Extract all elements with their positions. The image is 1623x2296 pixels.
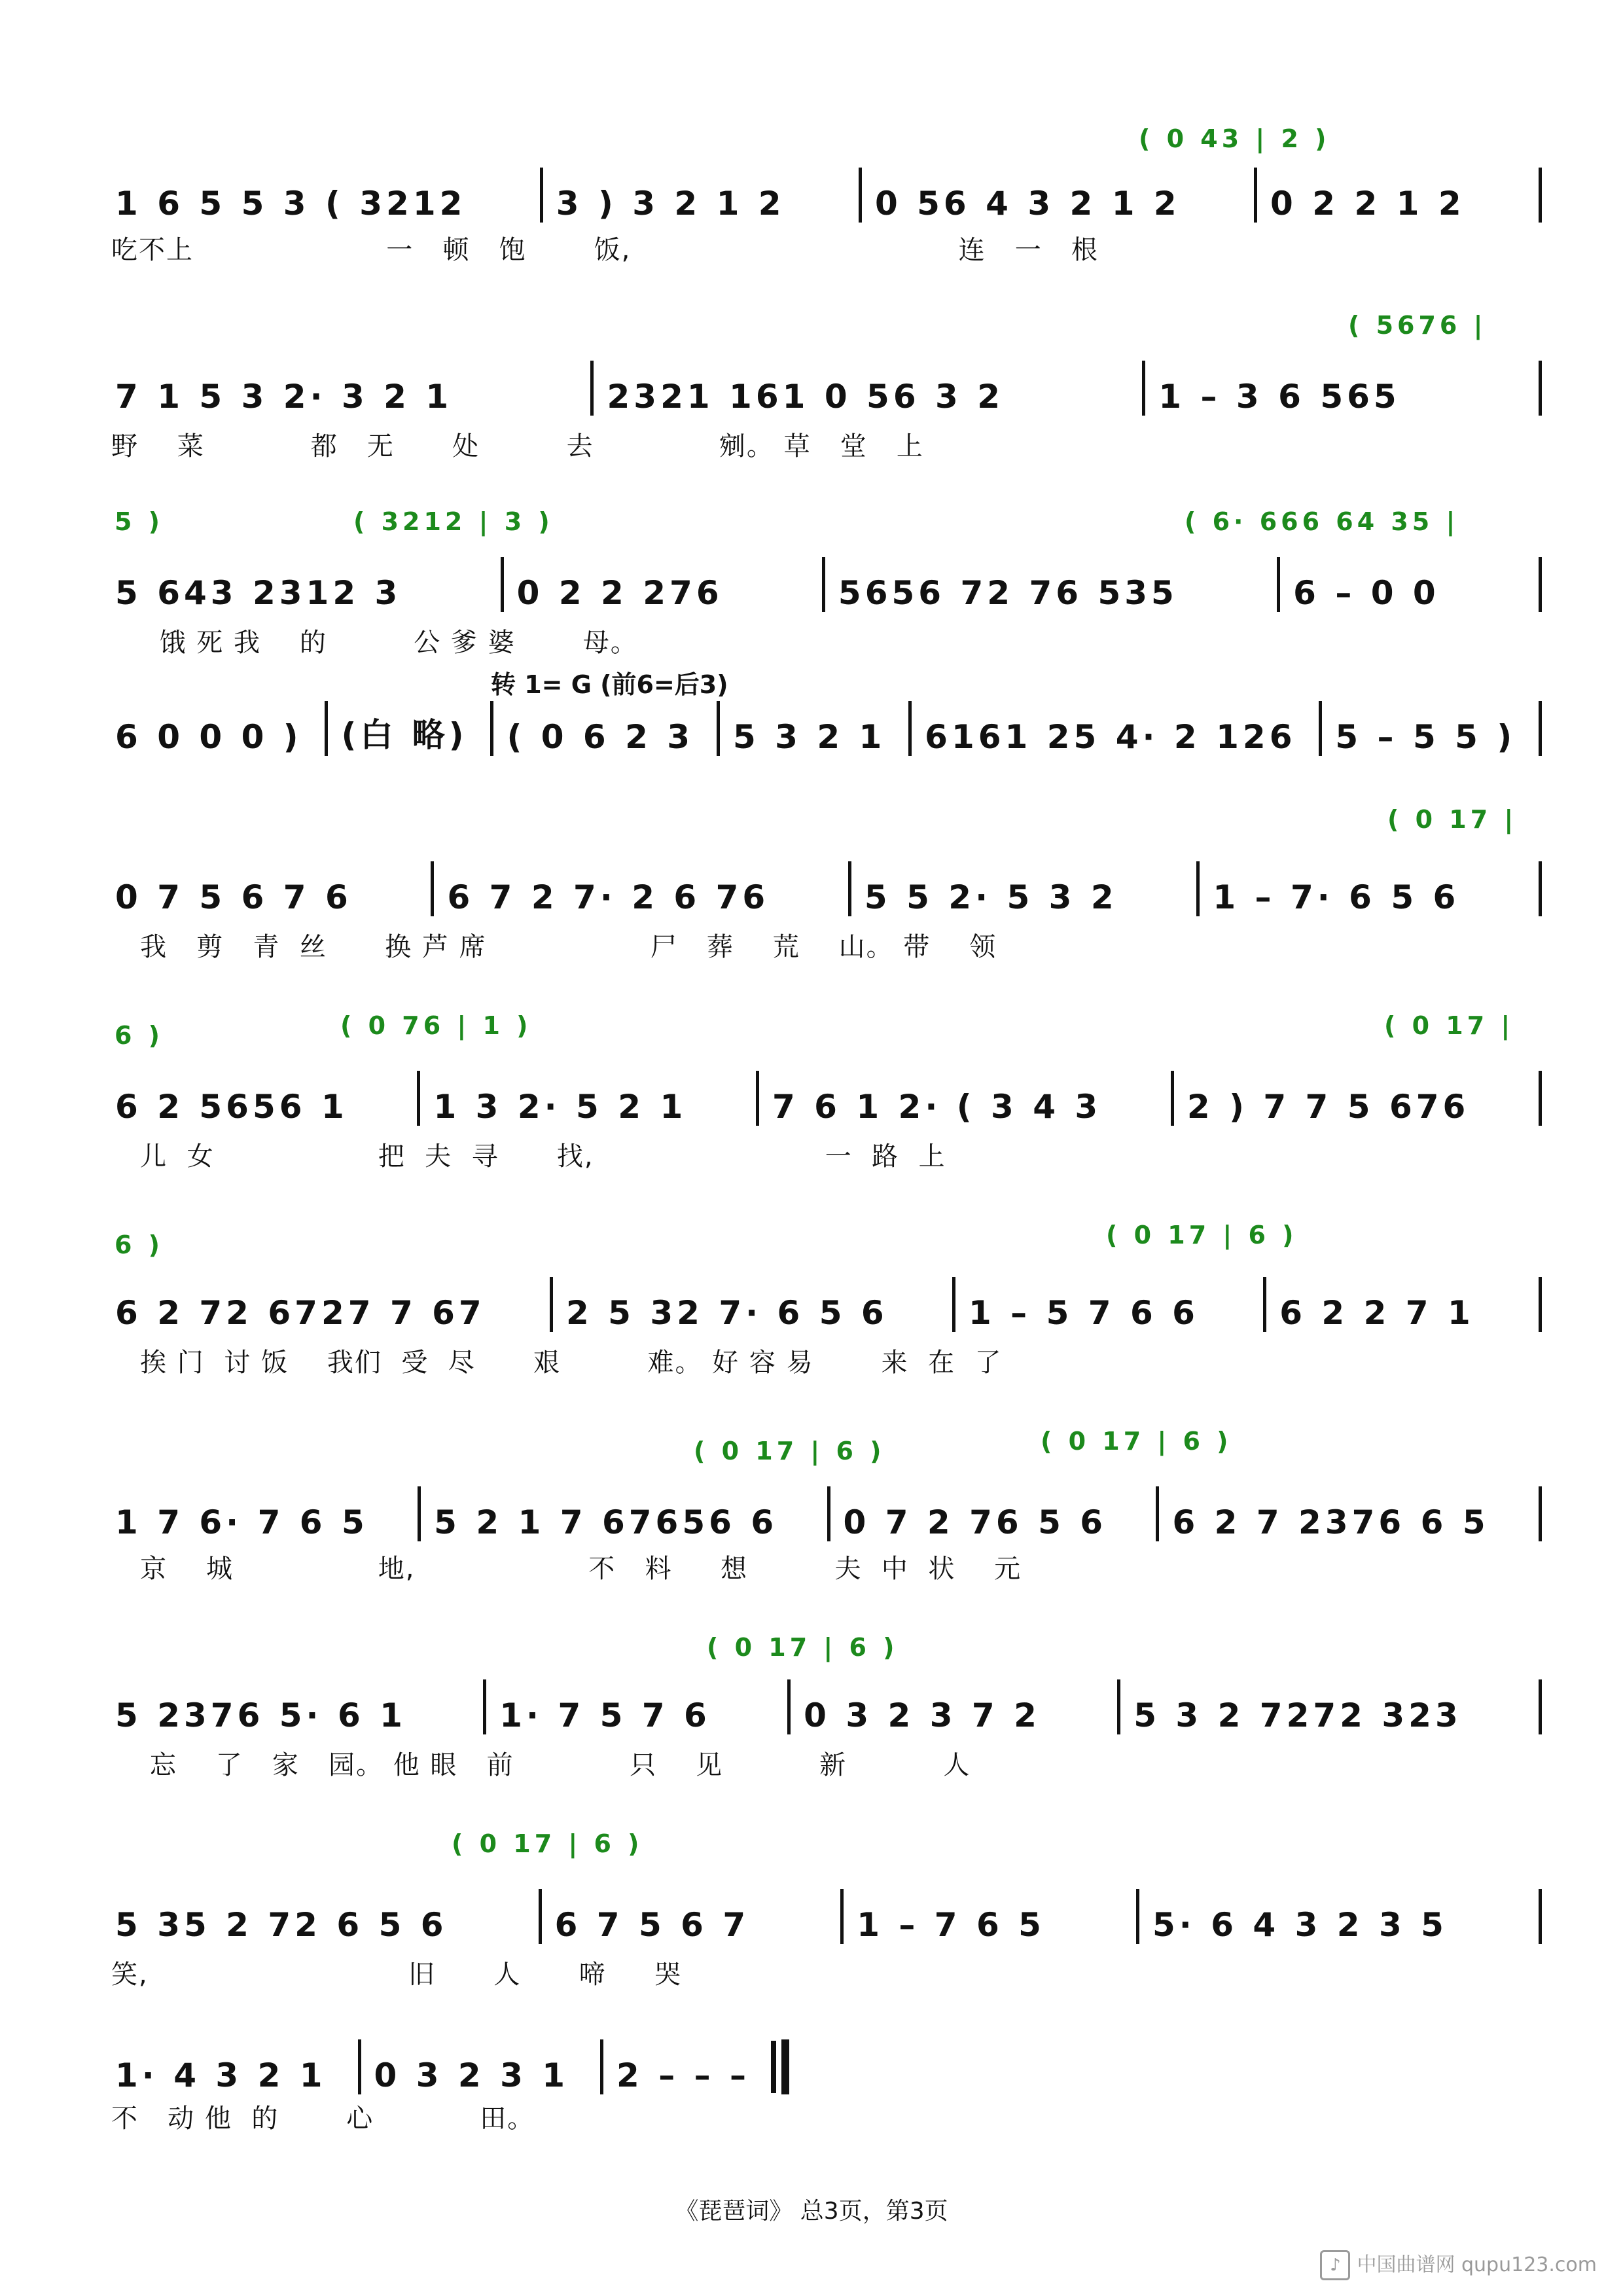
measure: 7 1 5 3 2· 3 2 1	[115, 378, 453, 416]
accompaniment-line-3: ( 3212 | 3 )	[353, 507, 554, 536]
accompaniment-right-3: ( 6· 666 64 35 |	[1185, 507, 1459, 536]
accompaniment-line-2: ( 5676 |	[1348, 311, 1487, 340]
barline	[827, 1486, 830, 1541]
lyrics-line-3: 饿 死 我 的 公 爹 婆 母。	[111, 628, 638, 658]
barline	[848, 861, 851, 916]
measure: 1· 4 3 2 1	[115, 2056, 327, 2094]
lyrics-line-8: 京 城 地, 不 料 想 夫 中 状 元	[111, 1554, 1022, 1584]
measure: (白 略)	[341, 716, 468, 754]
accompaniment-right-8: ( 0 17 | 6 )	[1041, 1427, 1232, 1456]
accompaniment-line-10: ( 0 17 | 6 )	[452, 1829, 643, 1858]
barline	[1156, 1486, 1159, 1541]
accompaniment-left-6: 6 )	[115, 1021, 164, 1050]
accompaniment-line-8: ( 0 17 | 6 )	[694, 1437, 885, 1465]
watermark	[1320, 2248, 1597, 2281]
measure: 1 – 5 7 6 6	[968, 1294, 1199, 1332]
barline	[590, 361, 594, 416]
measure: 3 ) 3 2 1 2	[556, 185, 785, 223]
barline	[1539, 1486, 1542, 1541]
barline	[417, 1071, 420, 1126]
measure: 1 3 2· 5 2 1	[433, 1088, 687, 1126]
barline	[859, 168, 862, 223]
barline	[908, 701, 912, 756]
measure: 1· 7 5 7 6	[499, 1696, 711, 1734]
barline	[822, 557, 825, 612]
notes-line-4	[111, 697, 1551, 756]
lyrics-line-9: 忘 了 家 园。 他 眼 前 只 见 新 人	[111, 1750, 971, 1780]
measure: 6 7 2 7· 2 6 76	[447, 878, 770, 916]
notes-line-9	[111, 1676, 1551, 1734]
notes-line-8	[111, 1482, 1551, 1541]
measure: 1 – 3 6 565	[1158, 378, 1400, 416]
measure: 5 2 1 7 67656 6	[434, 1503, 778, 1541]
notes-line-11	[111, 2036, 798, 2094]
notes-line-10	[111, 1885, 1551, 1944]
barline	[787, 1679, 791, 1734]
barline	[550, 1277, 553, 1332]
modulation-mark: 转 1= G (前6=后3)	[491, 670, 728, 699]
barline	[1539, 701, 1542, 756]
barline	[1142, 361, 1145, 416]
measure: 5 35 2 72 6 5 6	[115, 1906, 448, 1944]
watermark-text: 中国曲谱网 qupu123.com	[1357, 2253, 1597, 2276]
measure: 2 – – –	[616, 2056, 751, 2094]
notes-line-2	[111, 357, 1551, 416]
notes-line-5	[111, 857, 1551, 916]
barline	[840, 1889, 844, 1944]
measure: 0 3 2 3 1	[374, 2056, 569, 2094]
measure: 1 7 6· 7 6 5	[115, 1503, 368, 1541]
measure: 5 – 5 5 )	[1335, 718, 1516, 756]
measure: 6 2 72 6727 7 67	[115, 1294, 486, 1332]
measure: 5 643 2312 3	[115, 574, 402, 612]
barline	[600, 2039, 603, 2094]
measure: 0 7 5 6 7 6	[115, 878, 352, 916]
lyrics-line-10: 笑, 旧 人 啼 哭	[111, 1960, 683, 1990]
barline	[325, 701, 328, 756]
measure: 5 3 2 1	[732, 718, 886, 756]
lyrics-line-6: 儿 女 把 夫 寻 找, 一 路 上	[111, 1141, 946, 1172]
measure: 6 7 5 6 7	[554, 1906, 750, 1944]
notes-line-7	[111, 1273, 1551, 1332]
lyrics-line-1: 吃不上 一 顿 饱 饭, 连 一 根	[111, 235, 1099, 265]
accompaniment-line-5: ( 0 17 |	[1387, 805, 1518, 834]
measure: 6 2 7 2376 6 5	[1172, 1503, 1489, 1541]
barline	[1539, 861, 1542, 916]
music-note-icon: ♪	[1320, 2250, 1350, 2280]
accompaniment-line-6: ( 0 76 | 1 )	[340, 1011, 532, 1040]
measure: 1 – 7 6 5	[857, 1906, 1045, 1944]
lyrics-line-7: 挨 门 讨 饭 我们 受 尽 艰 难。 好 容 易 来 在 了	[111, 1348, 1003, 1378]
barline	[1136, 1889, 1139, 1944]
measure: 6 0 0 0 )	[115, 718, 302, 756]
barline	[540, 168, 543, 223]
measure: 2 5 32 7· 6 5 6	[565, 1294, 888, 1332]
measure: 2321 161 0 56 3 2	[607, 378, 1005, 416]
page-footer: 《琵琶词》 总3页，第3页	[675, 2198, 948, 2225]
accompaniment-line-7: ( 0 17 | 6 )	[1106, 1221, 1298, 1249]
measure: 0 7 2 76 5 6	[843, 1503, 1107, 1541]
final-barline	[781, 2039, 789, 2094]
measure: 5 3 2 7272 323	[1133, 1696, 1462, 1734]
barline	[1171, 1071, 1174, 1126]
measure: 0 56 4 3 2 1 2	[874, 185, 1181, 223]
barline	[1319, 701, 1322, 756]
notes-line-1	[111, 164, 1551, 223]
lyrics-line-11: 不 动 他 的 心 田。	[111, 2104, 535, 2134]
barline	[1539, 1679, 1542, 1734]
lyrics-line-5: 我 剪 青 丝 换 芦 席 尸 葬 荒 山。 带 领	[111, 932, 997, 962]
accompaniment-left-7: 6 )	[115, 1230, 164, 1259]
barline	[358, 2039, 361, 2094]
barline	[1539, 1071, 1542, 1126]
measure: 5 5 2· 5 3 2	[864, 878, 1118, 916]
measure: 1 – 7· 6 5 6	[1213, 878, 1460, 916]
notes-line-6	[111, 1067, 1551, 1126]
accompaniment-left-3: 5 )	[115, 507, 164, 536]
accompaniment-line-9: ( 0 17 | 6 )	[707, 1633, 899, 1662]
notes-line-3	[111, 553, 1551, 612]
measure: 6 2 5656 1	[115, 1088, 348, 1126]
barline	[1117, 1679, 1120, 1734]
barline	[539, 1889, 542, 1944]
barline	[1539, 168, 1542, 223]
barline	[501, 557, 504, 612]
measure: 5· 6 4 3 2 3 5	[1152, 1906, 1448, 1944]
measure: 0 3 2 3 7 2	[804, 1696, 1041, 1734]
barline	[1263, 1277, 1266, 1332]
barline	[1539, 1277, 1542, 1332]
measure: 6 – 0 0	[1293, 574, 1440, 612]
measure: 6161 25 4· 2 126	[925, 718, 1296, 756]
barline	[717, 701, 720, 756]
measure: 0 2 2 276	[516, 574, 723, 612]
accompaniment-right-6: ( 0 17 |	[1384, 1011, 1514, 1040]
barline	[756, 1071, 759, 1126]
barline	[1539, 1889, 1542, 1944]
accompaniment-line-1: ( 0 43 | 2 )	[1139, 124, 1330, 153]
barline	[490, 701, 493, 756]
barline	[1277, 557, 1280, 612]
barline	[418, 1486, 421, 1541]
barline	[1539, 361, 1542, 416]
measure: 5656 72 76 535	[838, 574, 1178, 612]
measure: 5 2376 5· 6 1	[115, 1696, 406, 1734]
barline	[431, 861, 434, 916]
measure: 2 ) 7 7 5 676	[1186, 1088, 1470, 1126]
barline	[1196, 861, 1200, 916]
measure: ( 0 6 2 3	[507, 718, 694, 756]
measure: 0 2 2 1 2	[1270, 185, 1465, 223]
barline	[952, 1277, 955, 1332]
barline	[1539, 557, 1542, 612]
barline	[1254, 168, 1257, 223]
measure: 7 6 1 2· ( 3 4 3	[772, 1088, 1102, 1126]
measure: 6 2 2 7 1	[1279, 1294, 1474, 1332]
measure: 1 6 5 5 3 ( 3212	[115, 185, 467, 223]
lyrics-line-2: 野 菜 都 无 处 去 剜。 草 堂 上	[111, 431, 924, 461]
barline	[483, 1679, 486, 1734]
